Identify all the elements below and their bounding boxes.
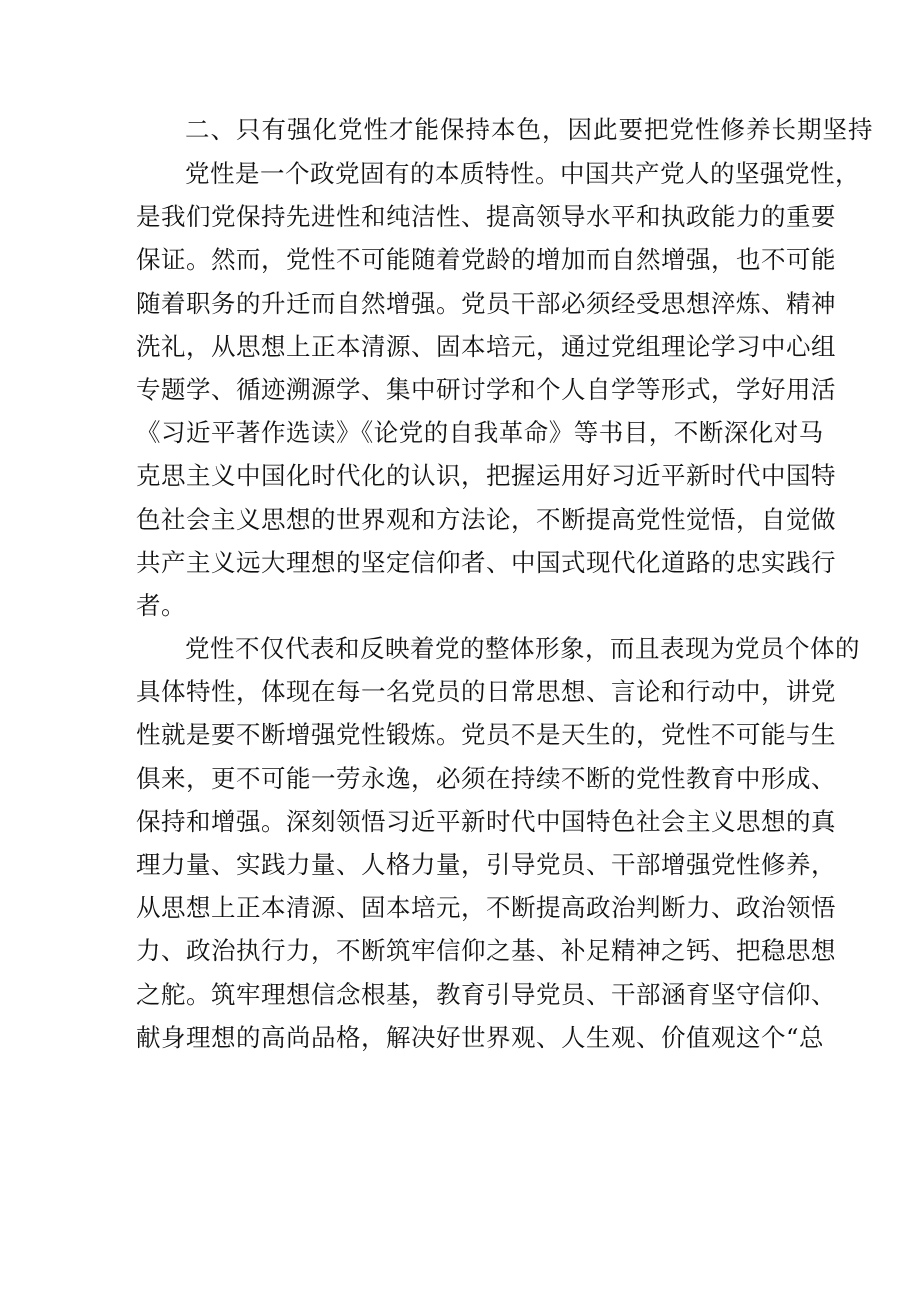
text-line: 性就是要不断增强党性锻炼。党员不是天生的，党性不可能与生 <box>136 720 836 750</box>
text-line: 是我们党保持先进性和纯洁性、提高领导水平和执政能力的重要 <box>136 202 836 232</box>
text-line: 随着职务的升迁而自然增强。党员干部必须经受思想淬炼、精神 <box>136 288 836 318</box>
text-line: 色社会主义思想的世界观和方法论，不断提高党性觉悟，自觉做 <box>136 504 836 534</box>
section-heading: 二、只有强化党性才能保持本色，因此要把党性修养长期坚持 <box>185 115 874 144</box>
paragraph-1 <box>136 152 860 627</box>
text-line: 者。 <box>136 590 186 620</box>
text-line: 之舵。筑牢理想信念根基，教育引导党员、干部涵育坚守信仰、 <box>136 979 836 1009</box>
text-line: 洗礼，从思想上正本清源、固本培元，通过党组理论学习中心组 <box>136 331 836 361</box>
paragraph-2 <box>136 627 860 1059</box>
text-line: 保持和增强。深刻领悟习近平新时代中国特色社会主义思想的真 <box>136 806 836 836</box>
text-line: 克思主义中国化时代化的认识，把握运用好习近平新时代中国特 <box>136 461 836 491</box>
text-line: 理力量、实践力量、人格力量，引导党员、干部增强党性修养， <box>136 850 836 879</box>
text-line: 力、政治执行力，不断筑牢信仰之基、补足精神之钙、把稳思想 <box>136 936 836 966</box>
text-line: 《习近平著作选读》《论党的自我革命》等书目，不断深化对马 <box>136 418 824 448</box>
text-line: 党性是一个政党固有的本质特性。中国共产党人的坚强党性， <box>185 159 860 188</box>
text-line: 保证。然而，党性不可能随着党龄的增加而自然增强，也不可能 <box>136 245 836 275</box>
text-line: 从思想上正本清源、固本培元，不断提高政治判断力、政治领悟 <box>136 893 836 923</box>
document-body <box>136 108 874 1059</box>
text-line: 具体特性，体现在每一名党员的日常思想、言论和行动中，讲党 <box>136 677 836 707</box>
text-line: 专题学、循迹溯源学、集中研讨学和个人自学等形式，学好用活 <box>136 374 836 404</box>
text-line: 党性不仅代表和反映着党的整体形象，而且表现为党员个体的 <box>185 634 860 664</box>
text-line: 俱来，更不可能一劳永逸，必须在持续不断的党性教育中形成、 <box>136 763 836 793</box>
text-line: 献身理想的高尚品格，解决好世界观、人生观、价值观这个“总 <box>136 1022 825 1052</box>
text-line: 共产主义远大理想的坚定信仰者、中国式现代化道路的忠实践行 <box>136 547 836 577</box>
